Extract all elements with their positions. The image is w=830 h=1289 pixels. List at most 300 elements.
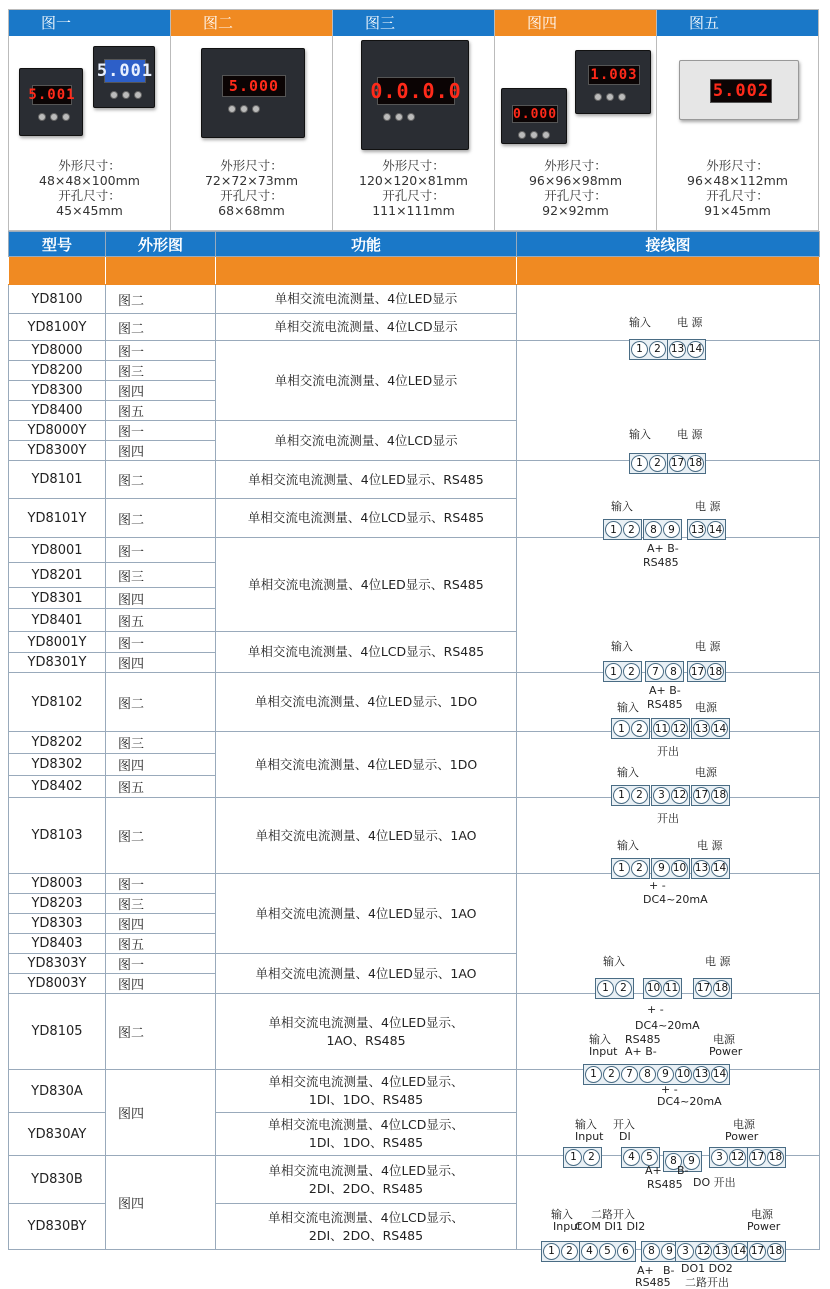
table-row bbox=[9, 673, 820, 732]
wiring-cell bbox=[517, 874, 820, 1032]
wiring-label: 电源 bbox=[713, 1032, 735, 1046]
dimension-cut: 91×45mm bbox=[704, 203, 771, 218]
figure-cell: 图五 bbox=[106, 934, 216, 954]
function-cell: 单相交流电流测量、4位LCD显示 bbox=[216, 421, 517, 461]
terminal: 8 bbox=[645, 521, 662, 538]
meter-display: 0.000 bbox=[512, 106, 558, 122]
meter-display: 5.001 bbox=[28, 87, 76, 103]
figure-cell: 图四 bbox=[106, 974, 216, 994]
terminal: 12 bbox=[671, 787, 688, 804]
terminal: 2 bbox=[623, 521, 640, 538]
wiring-label: 电 源 bbox=[677, 427, 703, 441]
table-row bbox=[9, 341, 820, 361]
function-cell: 单相交流电流测量、4位LED显示 bbox=[216, 285, 517, 314]
meter-device bbox=[575, 50, 651, 114]
wiring-label: A+ bbox=[637, 1263, 654, 1277]
terminal: 9 bbox=[683, 1153, 700, 1170]
meter-display: 5.000 bbox=[222, 75, 286, 97]
wiring-label: 输入 bbox=[617, 765, 639, 779]
terminal: 10 bbox=[671, 860, 688, 877]
terminal: 17 bbox=[695, 980, 712, 997]
terminal: 17 bbox=[749, 1243, 766, 1260]
wiring-label: RS485 bbox=[635, 1275, 671, 1289]
figure-cell: 图四 bbox=[106, 588, 216, 609]
terminal: 18 bbox=[767, 1149, 784, 1166]
model-cell: YD8400 bbox=[9, 401, 106, 421]
model-cell: YD8105 bbox=[9, 994, 106, 1070]
model-cell: YD8401 bbox=[9, 609, 106, 632]
figure-panel-3 bbox=[333, 10, 495, 230]
table-row bbox=[9, 874, 820, 894]
function-cell: 单相交流电流测量、4位LCD显示、RS485 bbox=[216, 632, 517, 673]
meter-button bbox=[407, 113, 415, 121]
meter-button bbox=[240, 105, 248, 113]
terminal: 13 bbox=[693, 1066, 710, 1083]
model-cell: YD8203 bbox=[9, 894, 106, 914]
figure-cell: 图二 bbox=[106, 994, 216, 1070]
terminal: 4 bbox=[581, 1243, 598, 1260]
function-cell bbox=[216, 1113, 517, 1156]
figure-cell: 图二 bbox=[106, 285, 216, 314]
meter-device bbox=[93, 46, 155, 108]
model-cell: YD8300 bbox=[9, 381, 106, 401]
figure-cell: 图一 bbox=[106, 632, 216, 653]
terminal: 9 bbox=[661, 1243, 678, 1260]
terminal: 1 bbox=[613, 787, 630, 804]
model-cell: YD8000Y bbox=[9, 421, 106, 441]
meter-button bbox=[134, 91, 142, 99]
model-cell: YD8100 bbox=[9, 285, 106, 314]
wiring-label: RS485 bbox=[647, 698, 683, 711]
function-line: 单相交流电流测量、4位LED显示、 bbox=[268, 1074, 464, 1089]
wiring-label: 输入 bbox=[629, 427, 651, 441]
table-row bbox=[9, 994, 820, 1070]
terminal: 2 bbox=[631, 787, 648, 804]
terminal: 18 bbox=[687, 455, 704, 472]
model-cell: YD8303 bbox=[9, 914, 106, 934]
terminal: 11 bbox=[663, 980, 680, 997]
wiring-label: DC4~20mA bbox=[643, 892, 708, 906]
model-cell: YD8000 bbox=[9, 341, 106, 361]
function-cell: 单相交流电流测量、4位LED显示、1DO bbox=[216, 732, 517, 798]
wiring-label: A+ B- bbox=[649, 684, 681, 697]
device-image bbox=[495, 36, 656, 156]
function-cell bbox=[216, 1070, 517, 1113]
figure-dimensions bbox=[495, 158, 656, 218]
terminal: 3 bbox=[711, 1149, 728, 1166]
model-cell: YD8101Y bbox=[9, 499, 106, 538]
model-cell: YD8301 bbox=[9, 588, 106, 609]
terminal: 2 bbox=[615, 980, 632, 997]
meter-button bbox=[618, 93, 626, 101]
terminal: 2 bbox=[631, 720, 648, 737]
terminal-block bbox=[541, 1241, 580, 1262]
terminal: 14 bbox=[731, 1243, 748, 1260]
terminal: 13 bbox=[669, 341, 686, 358]
wiring-label: DO1 DO2 bbox=[681, 1261, 733, 1275]
meter-button bbox=[606, 93, 614, 101]
wiring-cell bbox=[517, 798, 820, 906]
wiring-label: Power bbox=[747, 1219, 781, 1233]
model-cell: YD830AY bbox=[9, 1113, 106, 1156]
wiring-cell bbox=[517, 1156, 820, 1289]
figure-cell: 图四 bbox=[106, 1156, 216, 1250]
terminal: 18 bbox=[767, 1243, 784, 1260]
meter-button bbox=[228, 105, 236, 113]
meter-button bbox=[122, 91, 130, 99]
header-model: 型号 bbox=[9, 232, 106, 257]
meter-button bbox=[518, 131, 526, 139]
function-cell: 单相交流电流测量、4位LED显示、RS485 bbox=[216, 538, 517, 632]
model-cell: YD8201 bbox=[9, 563, 106, 588]
figure-panel-4 bbox=[495, 10, 657, 230]
terminal: 8 bbox=[665, 1153, 682, 1170]
dimension-size-label: 外形尺寸： bbox=[544, 158, 607, 173]
wiring-label: 输入 bbox=[611, 500, 633, 513]
figure-cell: 图三 bbox=[106, 361, 216, 381]
meter-button bbox=[110, 91, 118, 99]
function-cell: 单相交流电流测量、4位LCD显示、RS485 bbox=[216, 499, 517, 538]
model-cell: YD8301Y bbox=[9, 653, 106, 673]
wiring-label: 输入 bbox=[629, 315, 651, 329]
function-cell: 单相交流电流测量、4位LED显示、1AO bbox=[216, 798, 517, 874]
table-row bbox=[9, 285, 820, 314]
dimension-size: 120×120×81mm bbox=[359, 173, 468, 188]
figure-dimensions bbox=[333, 158, 494, 218]
figure-cell: 图一 bbox=[106, 954, 216, 974]
dimension-cut-label: 开孔尺寸： bbox=[220, 188, 283, 203]
terminal: 2 bbox=[623, 663, 640, 680]
figure-cell: 图四 bbox=[106, 1070, 216, 1156]
dimension-size-label: 外形尺寸： bbox=[382, 158, 445, 173]
figure-cell: 图五 bbox=[106, 776, 216, 798]
model-cell: YD8302 bbox=[9, 754, 106, 776]
figure-cell: 图五 bbox=[106, 609, 216, 632]
terminal: 12 bbox=[671, 720, 688, 737]
wiring-cell bbox=[517, 461, 820, 569]
wiring-label: 电源 bbox=[751, 1207, 773, 1221]
wiring-cell bbox=[517, 673, 820, 758]
wiring-label: RS485 bbox=[647, 1177, 683, 1191]
terminal: 17 bbox=[749, 1149, 766, 1166]
dimension-size-label: 外形尺寸： bbox=[58, 158, 121, 173]
meter-button bbox=[542, 131, 550, 139]
terminal: 3 bbox=[653, 787, 670, 804]
figure-cell: 图一 bbox=[106, 874, 216, 894]
dimension-cut-label: 开孔尺寸： bbox=[58, 188, 121, 203]
terminal: 9 bbox=[663, 521, 680, 538]
wiring-label: 电源 bbox=[733, 1117, 755, 1131]
terminal: 17 bbox=[669, 455, 686, 472]
wiring-label: COM DI1 DI2 bbox=[575, 1219, 646, 1233]
wiring-label: Power bbox=[725, 1129, 759, 1143]
terminal: 1 bbox=[631, 455, 648, 472]
function-line: 1DI、1DO、RS485 bbox=[308, 1135, 424, 1150]
terminal: 14 bbox=[687, 341, 704, 358]
meter-device bbox=[361, 40, 469, 150]
figure-cell: 图一 bbox=[106, 341, 216, 361]
model-cell: YD8403 bbox=[9, 934, 106, 954]
figure-cell: 图二 bbox=[106, 673, 216, 732]
wiring-cell bbox=[517, 994, 820, 1108]
terminal: 1 bbox=[585, 1066, 602, 1083]
terminal: 14 bbox=[711, 720, 728, 737]
terminal: 12 bbox=[695, 1243, 712, 1260]
product-table bbox=[8, 231, 820, 1289]
figure-cell: 图四 bbox=[106, 754, 216, 776]
dimension-size: 72×72×73mm bbox=[204, 173, 299, 188]
wiring-label: Input bbox=[589, 1044, 618, 1058]
model-cell: YD8200 bbox=[9, 361, 106, 381]
function-cell: 单相交流电流测量、4位LED显示、RS485 bbox=[216, 461, 517, 499]
device-image bbox=[171, 36, 332, 156]
terminal: 2 bbox=[631, 860, 648, 877]
terminal: 17 bbox=[689, 663, 706, 680]
terminal: 6 bbox=[617, 1243, 634, 1260]
model-cell: YD8402 bbox=[9, 776, 106, 798]
function-line: 单相交流电流测量、4位LCD显示、 bbox=[268, 1209, 464, 1225]
terminal: 1 bbox=[565, 1149, 582, 1166]
terminal: 9 bbox=[653, 860, 670, 877]
function-line: 单相交流电流测量、4位LED显示、 bbox=[268, 1014, 464, 1030]
terminal: 14 bbox=[707, 521, 724, 538]
figure-cell: 图三 bbox=[106, 563, 216, 588]
wiring-label: RS485 bbox=[625, 1032, 661, 1046]
wiring-label: 输入 bbox=[611, 640, 633, 653]
terminal: 13 bbox=[693, 720, 710, 737]
figure-cell: 图一 bbox=[106, 538, 216, 563]
wiring-cell bbox=[517, 285, 820, 355]
function-line: 1AO、RS485 bbox=[326, 1032, 406, 1048]
wiring-label: 电 源 bbox=[695, 640, 721, 653]
function-line: 1DI、1DO、RS485 bbox=[308, 1092, 424, 1107]
terminal: 11 bbox=[653, 720, 670, 737]
terminal: 13 bbox=[693, 860, 710, 877]
meter-button bbox=[252, 105, 260, 113]
terminal: 17 bbox=[693, 787, 710, 804]
function-cell: 单相交流电流测量、4位LED显示、1AO bbox=[216, 954, 517, 994]
wiring-label: A+ B- bbox=[647, 542, 679, 555]
device-image bbox=[657, 36, 818, 156]
figure-dimensions bbox=[9, 158, 170, 218]
wiring-label: 二路开出 bbox=[685, 1275, 729, 1289]
dimension-cut-label: 开孔尺寸： bbox=[544, 188, 607, 203]
model-cell: YD8300Y bbox=[9, 441, 106, 461]
model-cell: YD8102 bbox=[9, 673, 106, 732]
figure-cell: 图四 bbox=[106, 441, 216, 461]
meter-button bbox=[594, 93, 602, 101]
function-cell: 单相交流电流测量、4位LED显示、1DO bbox=[216, 673, 517, 732]
model-cell: YD8001 bbox=[9, 538, 106, 563]
terminal: 1 bbox=[597, 980, 614, 997]
meter-display: 0.0.0.0 bbox=[370, 79, 462, 103]
wiring-label: 电 源 bbox=[695, 500, 721, 513]
dimension-cut: 68×68mm bbox=[218, 203, 285, 218]
device-image bbox=[9, 36, 170, 156]
terminal: 2 bbox=[649, 455, 666, 472]
model-cell: YD8202 bbox=[9, 732, 106, 754]
wiring-label: + - bbox=[647, 1002, 664, 1016]
wiring-label: 输入 bbox=[575, 1117, 597, 1131]
terminal: 5 bbox=[599, 1243, 616, 1260]
wiring-label: 输入 bbox=[589, 1032, 611, 1046]
figure-dimensions bbox=[171, 158, 332, 218]
function-cell bbox=[216, 1156, 517, 1204]
model-cell: YD8003Y bbox=[9, 974, 106, 994]
wiring-label: DO 开出 bbox=[693, 1175, 736, 1189]
terminal: 9 bbox=[657, 1066, 674, 1083]
meter-device bbox=[19, 68, 83, 136]
wiring-label: 输入 bbox=[551, 1207, 573, 1221]
terminal: 1 bbox=[543, 1243, 560, 1260]
wiring-label: 输入 bbox=[617, 838, 639, 852]
terminal: 18 bbox=[711, 787, 728, 804]
figure-cell: 图二 bbox=[106, 798, 216, 874]
model-cell: YD8001Y bbox=[9, 632, 106, 653]
dimension-cut-label: 开孔尺寸： bbox=[706, 188, 769, 203]
dimension-size: 48×48×100mm bbox=[39, 173, 140, 188]
wiring-cell bbox=[517, 1070, 820, 1191]
meter-button bbox=[38, 113, 46, 121]
wiring-label: Input bbox=[575, 1129, 604, 1143]
figure-cell: 图五 bbox=[106, 401, 216, 421]
wiring-label: 电 源 bbox=[677, 315, 703, 329]
dimension-size: 96×48×112mm bbox=[687, 173, 788, 188]
wiring-label: RS485 bbox=[643, 556, 679, 569]
dimension-cut: 92×92mm bbox=[542, 203, 609, 218]
wiring-label: A+ bbox=[645, 1163, 662, 1177]
function-cell: 单相交流电流测量、4位LED显示 bbox=[216, 341, 517, 421]
terminal: 7 bbox=[647, 663, 664, 680]
function-cell bbox=[216, 1204, 517, 1250]
wiring-label: 输入 bbox=[617, 701, 639, 714]
table-row bbox=[9, 461, 820, 499]
meter-display: 1.003 bbox=[588, 65, 640, 85]
function-line: 2DI、2DO、RS485 bbox=[308, 1227, 424, 1243]
wiring-label: + - bbox=[649, 878, 666, 892]
figure-tab-1: 图一 bbox=[9, 10, 170, 36]
terminal: 7 bbox=[621, 1066, 638, 1083]
figure-cell: 图二 bbox=[106, 461, 216, 499]
function-cell: 单相交流电流测量、4位LED显示、1AO bbox=[216, 874, 517, 954]
model-cell: YD8103 bbox=[9, 798, 106, 874]
meter-device bbox=[679, 60, 799, 120]
terminal: 8 bbox=[639, 1066, 656, 1083]
figure-panel-5 bbox=[657, 10, 818, 230]
meter-display: 5.001 bbox=[96, 61, 154, 81]
terminal: 2 bbox=[649, 341, 666, 358]
meter-button bbox=[50, 113, 58, 121]
terminal: 12 bbox=[729, 1149, 746, 1166]
table-row bbox=[9, 798, 820, 874]
wiring-label: DI bbox=[619, 1129, 631, 1143]
terminal: 1 bbox=[613, 860, 630, 877]
wiring-cell bbox=[517, 341, 820, 469]
figure-cell: 图二 bbox=[106, 314, 216, 341]
dimension-size-label: 外形尺寸： bbox=[706, 158, 769, 173]
table-row bbox=[9, 538, 820, 563]
meter-device bbox=[201, 48, 305, 138]
dimension-cut: 111×111mm bbox=[372, 203, 455, 218]
header-figure: 外形图 bbox=[106, 232, 216, 257]
model-cell: YD8101 bbox=[9, 461, 106, 499]
terminal-block bbox=[579, 1241, 636, 1262]
model-cell: YD8003 bbox=[9, 874, 106, 894]
wiring-label: 电源 bbox=[695, 765, 717, 779]
terminal: 5 bbox=[641, 1149, 658, 1166]
wiring-label: B- bbox=[677, 1163, 689, 1177]
figure-strip bbox=[8, 9, 819, 231]
terminal-block bbox=[747, 1241, 786, 1262]
wiring-label: 开出 bbox=[657, 811, 679, 825]
wiring-label: DC4~20mA bbox=[657, 1094, 722, 1108]
wiring-cell bbox=[517, 732, 820, 825]
table-row bbox=[9, 1070, 820, 1113]
model-cell: YD8303Y bbox=[9, 954, 106, 974]
terminal: 2 bbox=[603, 1066, 620, 1083]
dimension-size-label: 外形尺寸： bbox=[220, 158, 283, 173]
figure-panel-1 bbox=[9, 10, 171, 230]
figure-cell: 图一 bbox=[106, 421, 216, 441]
meter-button bbox=[395, 113, 403, 121]
figure-cell: 图四 bbox=[106, 653, 216, 673]
function-line: 单相交流电流测量、4位LED显示、 bbox=[268, 1162, 464, 1178]
wiring-label: Input bbox=[553, 1219, 582, 1233]
terminal: 3 bbox=[677, 1243, 694, 1260]
terminal: 14 bbox=[711, 1066, 728, 1083]
figure-tab-2: 图二 bbox=[171, 10, 332, 36]
dimension-cut-label: 开孔尺寸： bbox=[382, 188, 445, 203]
meter-button bbox=[530, 131, 538, 139]
function-line: 单相交流电流测量、4位LCD显示、 bbox=[268, 1117, 464, 1132]
wiring-label: 开入 bbox=[613, 1117, 635, 1131]
table-row bbox=[9, 1156, 820, 1204]
figure-cell: 图三 bbox=[106, 732, 216, 754]
terminal: 4 bbox=[623, 1149, 640, 1166]
wiring-label: DC4~20mA bbox=[635, 1018, 700, 1032]
terminal: 14 bbox=[711, 860, 728, 877]
header-wiring: 接线图 bbox=[517, 232, 820, 257]
wiring-cell bbox=[517, 538, 820, 711]
wiring-label: B- bbox=[663, 1263, 675, 1277]
dimension-size: 96×96×98mm bbox=[528, 173, 623, 188]
table-row bbox=[9, 732, 820, 754]
device-image bbox=[333, 36, 494, 156]
wiring-label: 电 源 bbox=[705, 954, 731, 968]
model-cell: YD830BY bbox=[9, 1204, 106, 1250]
terminal: 2 bbox=[561, 1243, 578, 1260]
terminal: 13 bbox=[713, 1243, 730, 1260]
model-cell: YD8100Y bbox=[9, 314, 106, 341]
figure-cell: 图三 bbox=[106, 894, 216, 914]
wiring-label: + - bbox=[661, 1082, 678, 1096]
function-line: 2DI、2DO、RS485 bbox=[308, 1180, 424, 1196]
terminal: 1 bbox=[631, 341, 648, 358]
terminal: 18 bbox=[707, 663, 724, 680]
figure-panel-2 bbox=[171, 10, 333, 230]
dimension-cut: 45×45mm bbox=[56, 203, 123, 218]
figure-tab-3: 图三 bbox=[333, 10, 494, 36]
figure-cell: 图四 bbox=[106, 914, 216, 934]
terminal: 13 bbox=[689, 521, 706, 538]
terminal: 1 bbox=[613, 720, 630, 737]
terminal: 10 bbox=[645, 980, 662, 997]
wiring-label: 电源 bbox=[695, 701, 717, 714]
function-cell: 单相交流电流测量、4位LCD显示 bbox=[216, 314, 517, 341]
figure-tab-4: 图四 bbox=[495, 10, 656, 36]
terminal: 1 bbox=[605, 663, 622, 680]
terminal-block bbox=[675, 1241, 750, 1262]
